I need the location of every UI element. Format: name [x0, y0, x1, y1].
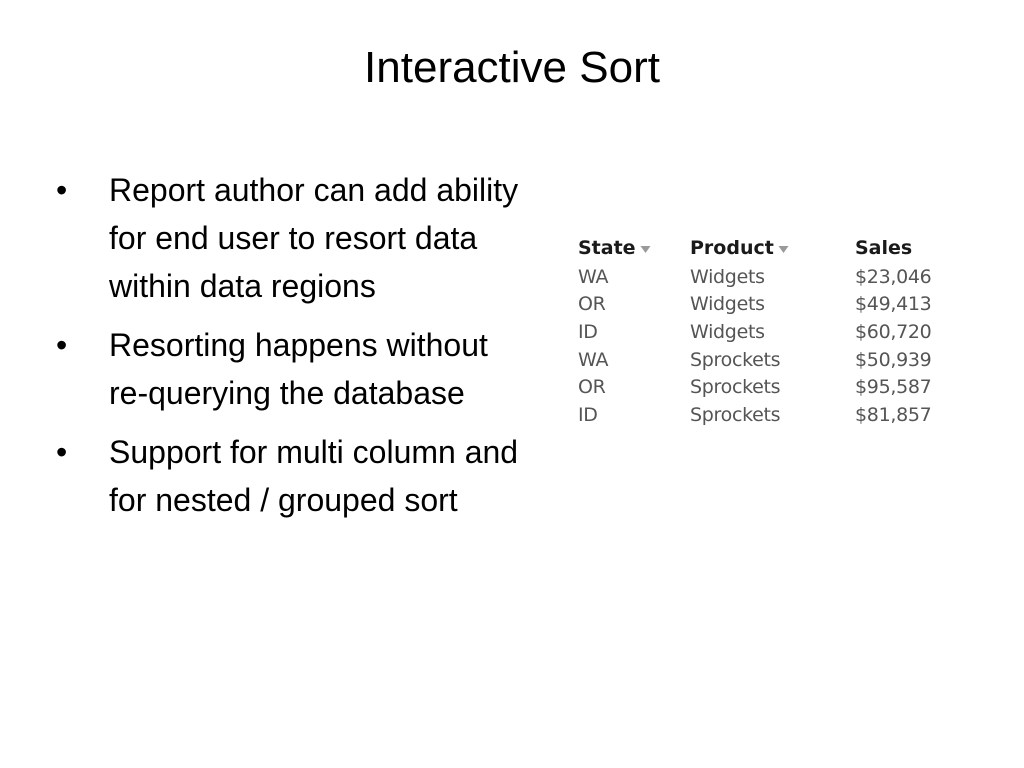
- table-row: [578, 401, 955, 429]
- product-header-label: Product: [690, 236, 774, 259]
- sort-down-triangle-icon[interactable]: [778, 237, 789, 259]
- sales-cell: $50,939: [855, 348, 932, 371]
- state-cell: OR: [578, 376, 606, 399]
- bullet-symbol: •: [56, 327, 68, 363]
- product-cell: Sprockets: [690, 403, 781, 426]
- bullet-text: Support for multi column and for nested / grouped sort: [109, 434, 519, 518]
- bullet-item: [56, 166, 526, 310]
- table-header-row: [578, 233, 955, 263]
- sales-cell: $49,413: [855, 293, 932, 316]
- state-cell: WA: [578, 265, 609, 288]
- sales-cell: $95,587: [855, 376, 932, 399]
- bullet-symbol: •: [56, 434, 68, 470]
- bullet-list: [56, 166, 526, 535]
- product-cell: Sprockets: [690, 348, 781, 371]
- state-cell: OR: [578, 293, 606, 316]
- sales-cell: $60,720: [855, 320, 932, 343]
- sort-table-container: [578, 233, 955, 429]
- product-column-header[interactable]: [690, 233, 855, 263]
- product-cell: Widgets: [690, 320, 765, 343]
- sales-cell: $81,857: [855, 403, 932, 426]
- table-row: [578, 318, 955, 346]
- table-row: [578, 346, 955, 374]
- bullet-symbol: •: [56, 172, 68, 208]
- sort-down-triangle-icon[interactable]: [640, 237, 651, 259]
- state-cell: WA: [578, 348, 609, 371]
- state-cell: ID: [578, 320, 598, 343]
- table-row: [578, 291, 955, 319]
- table-row: [578, 373, 955, 401]
- bullet-item: [56, 428, 526, 524]
- sales-table: [578, 233, 955, 429]
- sales-cell: $23,046: [855, 265, 932, 288]
- product-cell: Sprockets: [690, 376, 781, 399]
- table-row: [578, 263, 955, 291]
- product-cell: Widgets: [690, 265, 765, 288]
- sales-header-label: Sales: [855, 237, 913, 259]
- bullet-item: [56, 321, 526, 417]
- bullet-text: Report author can add ability for end user to resort data within data regions: [109, 172, 519, 304]
- sales-column-header: [855, 233, 955, 263]
- bullet-text: Resorting happens without re-querying the database: [109, 327, 488, 411]
- state-header-label: State: [578, 236, 636, 259]
- state-cell: ID: [578, 403, 598, 426]
- slide-title: Interactive Sort: [364, 43, 660, 92]
- product-cell: Widgets: [690, 293, 765, 316]
- state-column-header[interactable]: [578, 233, 690, 263]
